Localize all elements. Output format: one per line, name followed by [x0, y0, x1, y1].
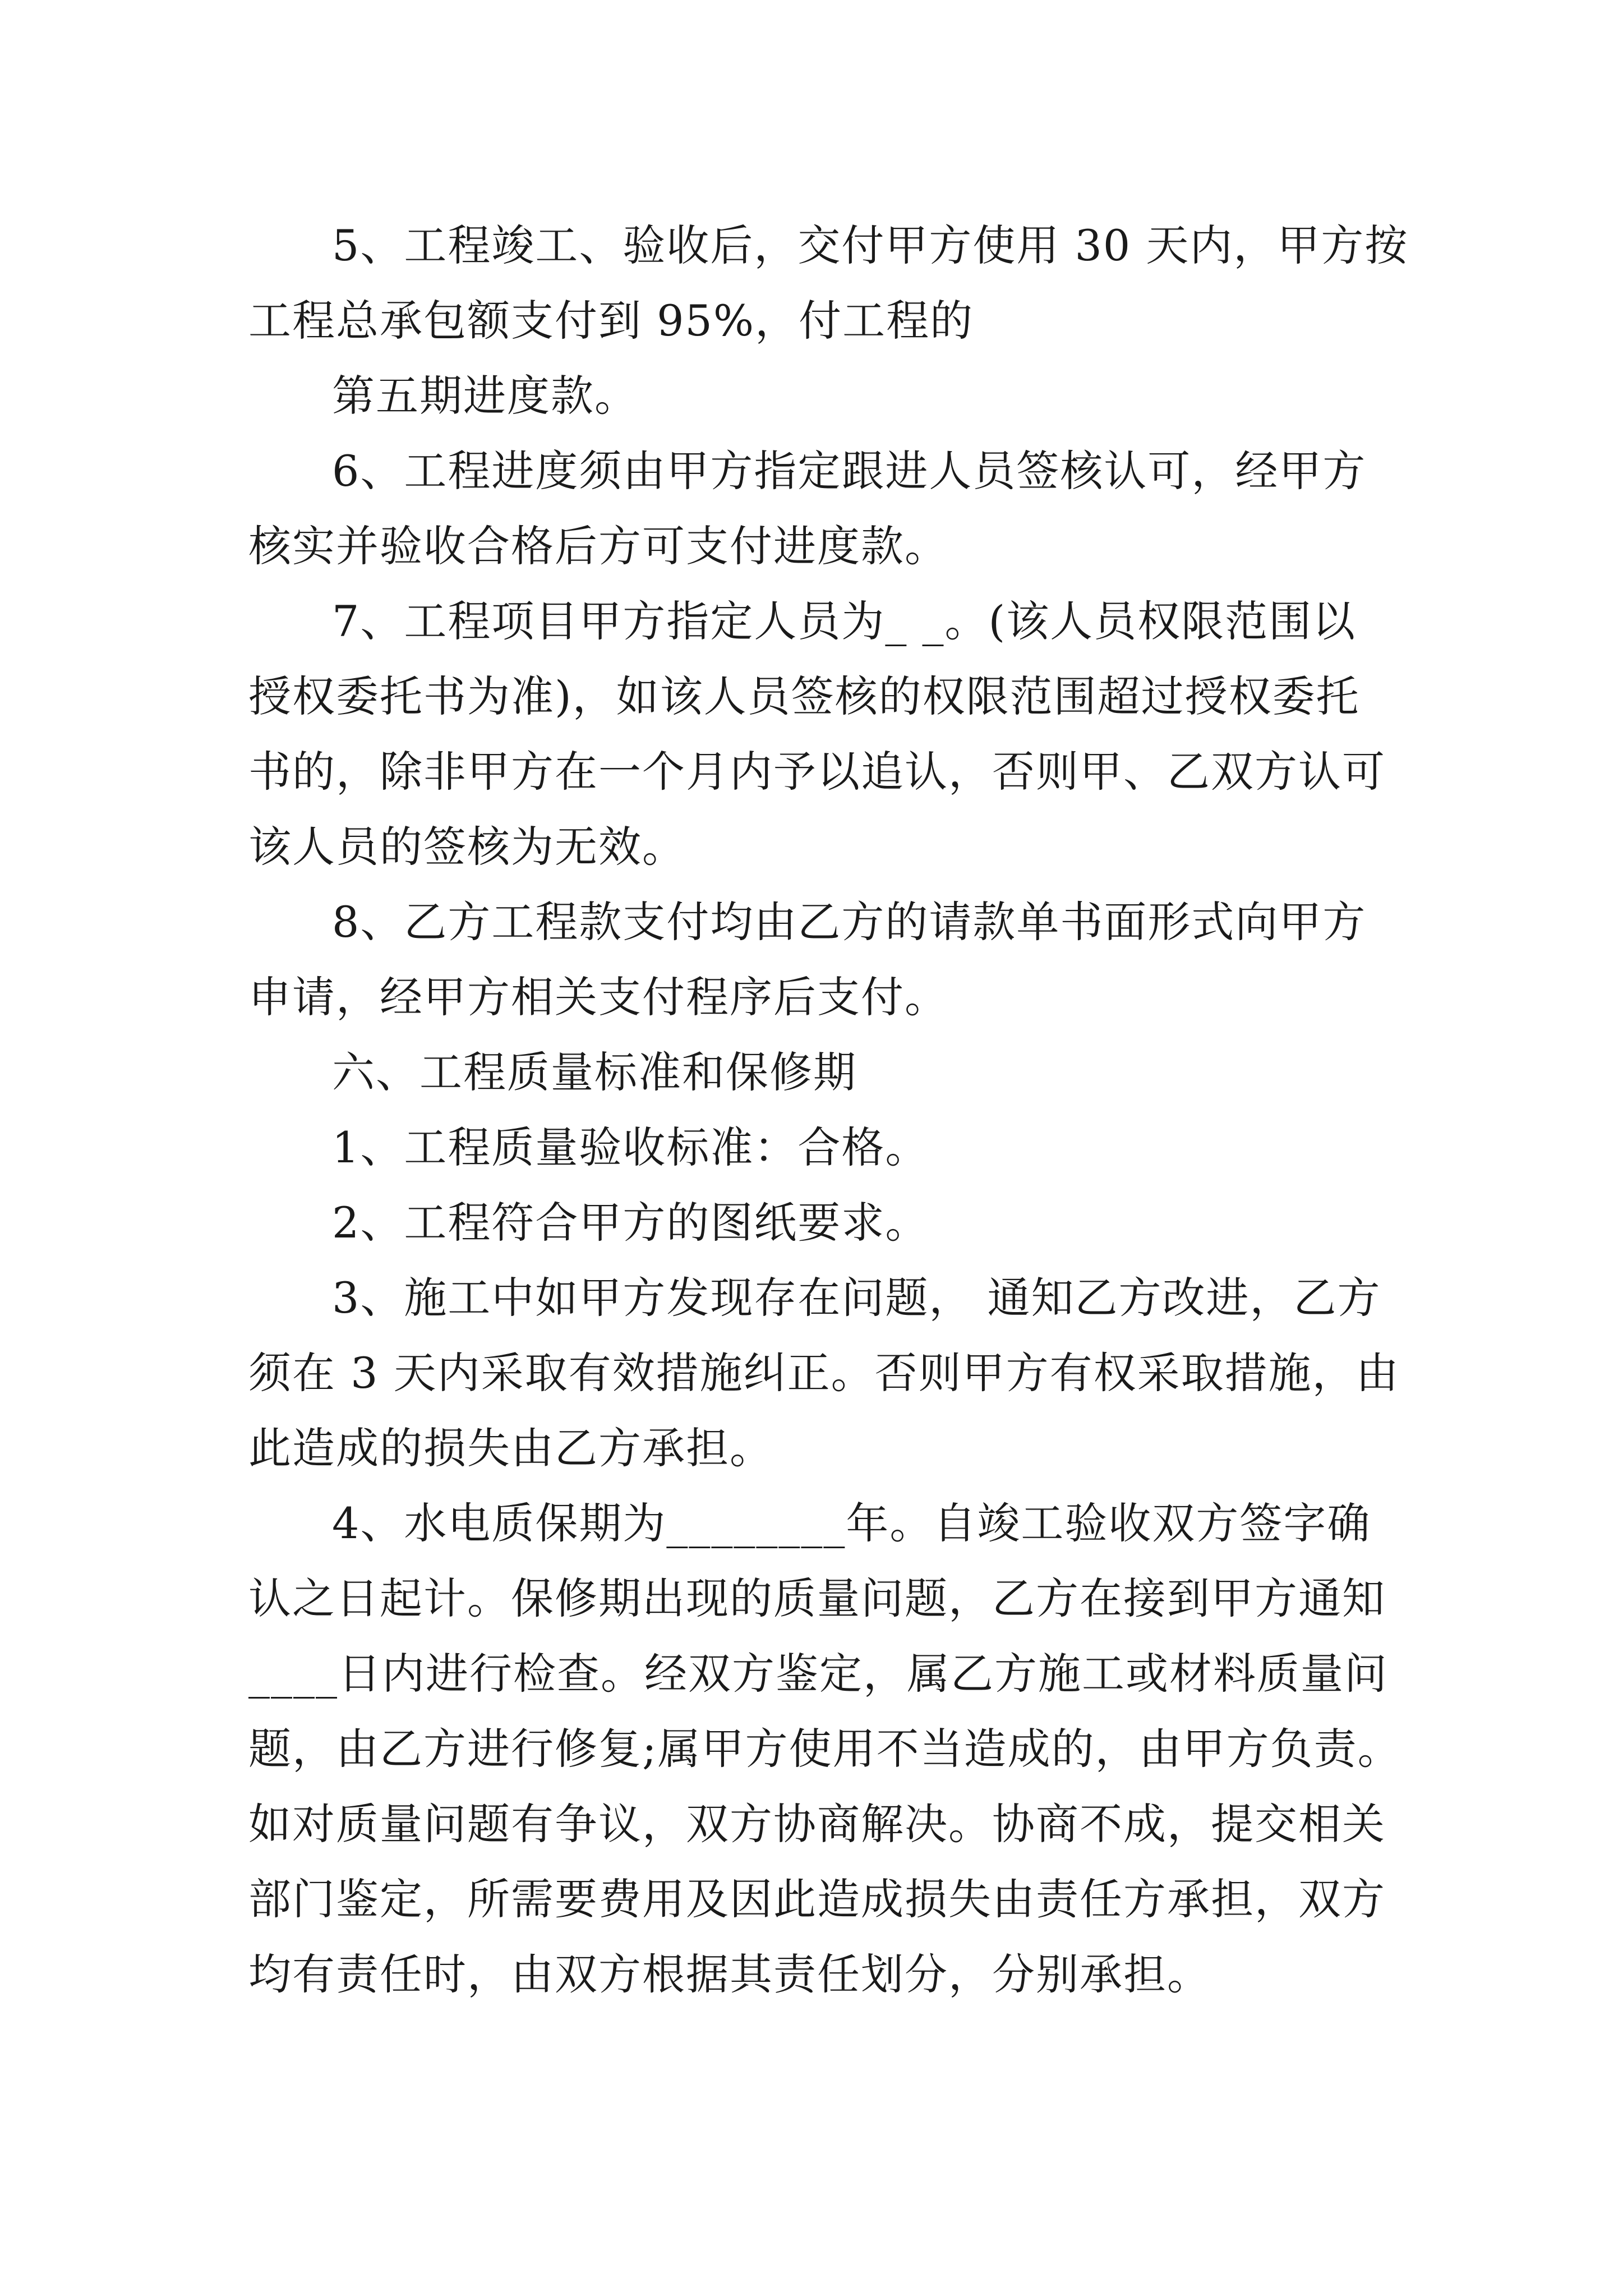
text-line: 8、乙方工程款支付均由乙方的请款单书面形式向甲方 — [332, 897, 1367, 947]
text-line: 此造成的损失由乙方承担。 — [248, 1423, 773, 1473]
text-line: 均有责任时，由双方根据其责任划分，分别承担。 — [248, 1949, 1211, 1999]
text-line: 工程总承包额支付到 95%，付工程的 — [248, 296, 974, 346]
text-line: 2、工程符合甲方的图纸要求。 — [332, 1198, 929, 1248]
section-heading: 六、工程质量标准和保修期 — [332, 1047, 857, 1097]
text-line: 认之日起计。保修期出现的质量问题，乙方在接到甲方通知 — [248, 1573, 1386, 1623]
text-line: 6、工程进度须由甲方指定跟进人员签核认可，经甲方 — [332, 446, 1367, 496]
text-line: 题，由乙方进行修复;属甲方使用不当造成的，由甲方负责。 — [248, 1724, 1401, 1774]
text-line: 3、施工中如甲方发现存在问题， 通知乙方改进，乙方 — [332, 1273, 1381, 1323]
text-line: 4、水电质保期为________年。自竣工验收双方签字确 — [332, 1498, 1371, 1548]
text-line: 1、工程质量验收标准：合格。 — [332, 1122, 929, 1172]
text-line: 部门鉴定，所需要费用及因此造成损失由责任方承担，双方 — [248, 1874, 1386, 1924]
text-line: ____日内进行检查。经双方鉴定，属乙方施工或材料质量问 — [248, 1649, 1388, 1699]
text-line: 该人员的签核为无效。 — [248, 822, 686, 872]
text-line: 申请，经甲方相关支付程序后支付。 — [248, 972, 948, 1022]
text-line: 如对质量问题有争议，双方协商解决。协商不成，提交相关 — [248, 1799, 1386, 1849]
text-line: 核实并验收合格后方可支付进度款。 — [248, 521, 948, 571]
text-line: 5、工程竣工、验收后，交付甲方使用 30 天内，甲方按 — [332, 220, 1409, 270]
text-line: 授权委托书为准)，如该人员签核的权限范围超过授权委托 — [248, 671, 1360, 721]
text-line: 第五期进度款。 — [332, 371, 638, 421]
text-line: 书的，除非甲方在一个月内予以追认，否则甲、乙双方认可 — [248, 747, 1386, 797]
text-line: 须在 3 天内采取有效措施纠正。否则甲方有权采取措施，由 — [248, 1348, 1400, 1398]
text-line: 7、工程项目甲方指定人员为_ _。(该人员权限范围以 — [332, 596, 1357, 646]
